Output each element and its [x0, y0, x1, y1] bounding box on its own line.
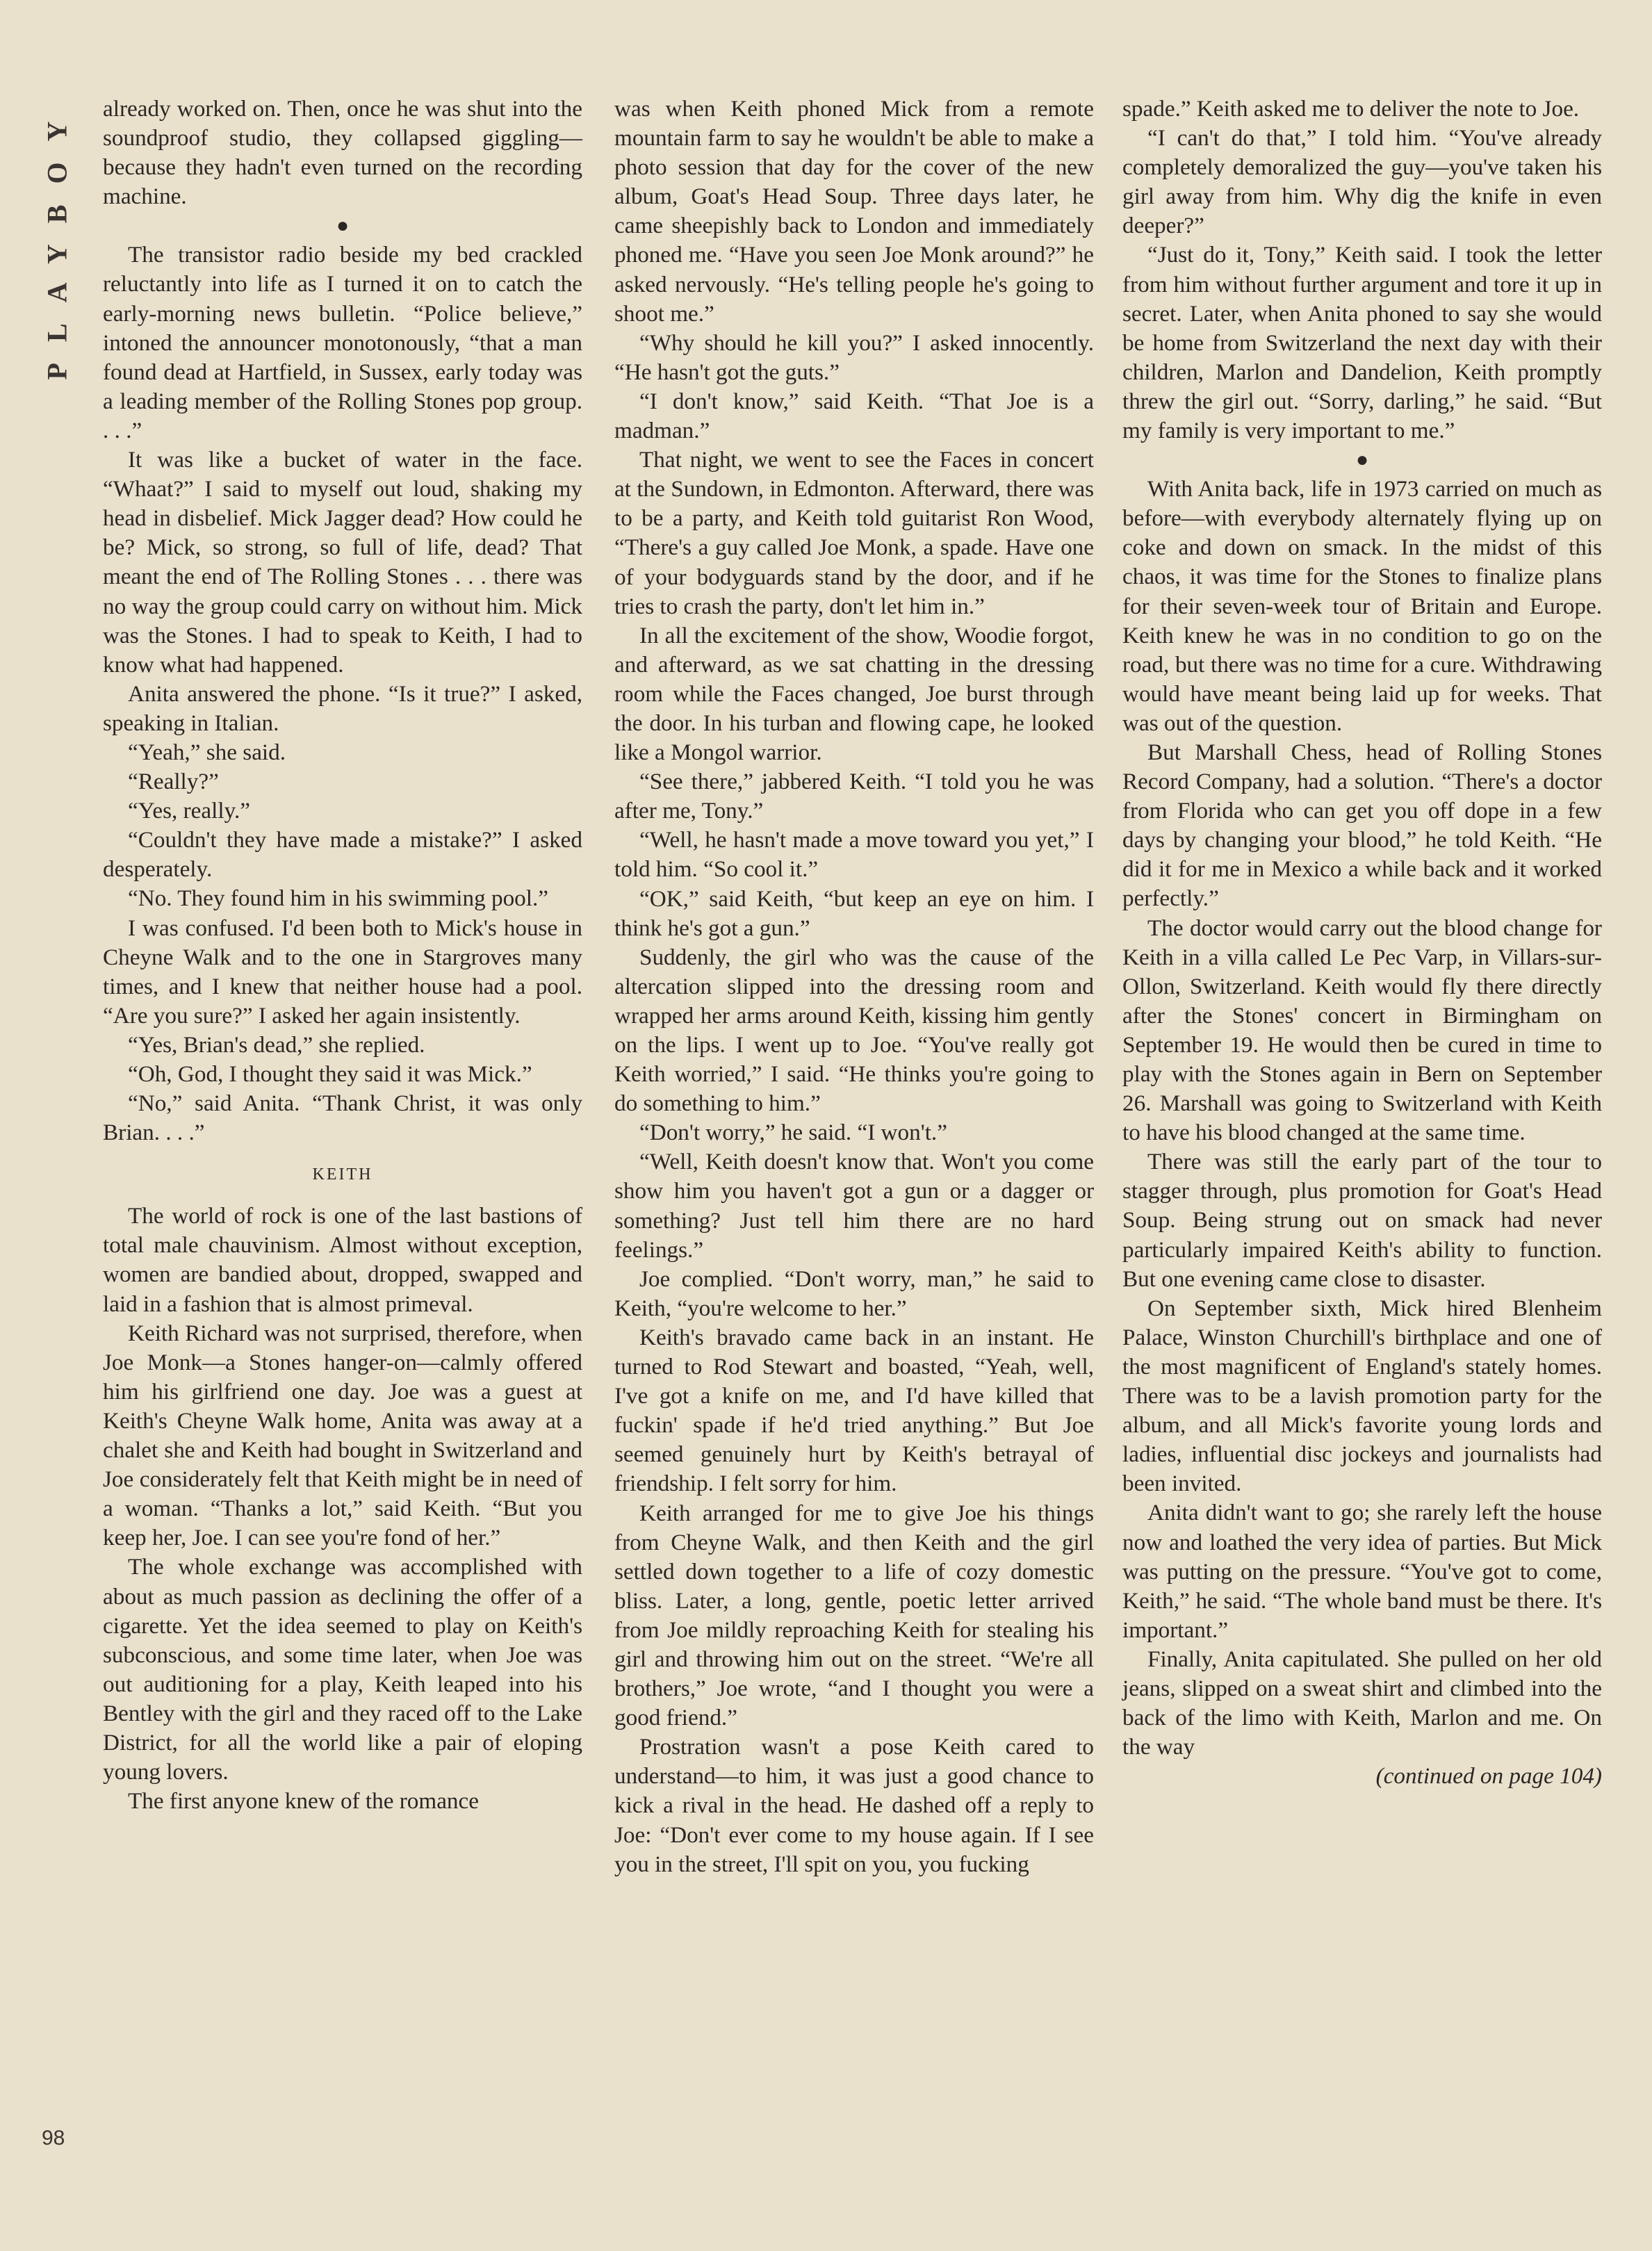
- paragraph: There was still the early part of the tour to stagger through, plus promotion for Goat's Head Soup. Being strung out on smack had never particularly impaired Keith's ability to function. But one evening came close to disaster.: [1122, 1149, 1602, 1292]
- paragraph: In all the excitement of the show, Woodie forgot, and afterward, as we sat chatting in the dressing room while the Faces changed, Joe burst through the door. In his turban and flowing cape, he looked like a Mongol warrior.: [614, 622, 1094, 766]
- paragraph: Anita didn't want to go; she rarely left the house now and loathed the very idea of parties. But Mick was putting on the pressure. “You've got to come, Keith,” he said. “The whole band must be there. It's important.”: [1122, 1500, 1602, 1643]
- paragraph: Keith Richard was not surprised, therefore, when Joe Monk—a Stones hanger-on—calmly offered him his girlfriend one day. Joe was a guest at Keith's Cheyne Walk home, Anita was away at a chalet she and Keith had bought in Switzerland and Joe considerately felt that Keith might be in need of a woman. “Thanks a lot,” said Keith. “But you keep her, Joe. I can see you're fond of her.”: [103, 1320, 582, 1551]
- paragraph: The whole exchange was accomplished with about as much passion as declining the offer of a cigarette. Yet the idea seemed to play on Keith's subconscious, and some time later, when Joe was out auditioning for a play, Keith leaped into his Bentley with the girl and they raced off to the Lake District, for all the world like a pair of eloping young lovers.: [103, 1554, 582, 1785]
- text-column-1: [103, 95, 582, 1816]
- section-heading: KEITH: [312, 1165, 373, 1184]
- section-divider: ●: [1355, 448, 1369, 472]
- paragraph: Anita answered the phone. “Is it true?” I asked, speaking in Italian.: [103, 680, 582, 736]
- paragraph: It was like a bucket of water in the face. “Whaat?” I said to myself out loud, shaking my head in disbelief. Mick Jagger dead? How could he be? Mick, so strong, so full of life, dead? That meant the end of The Rolling Stones . . . there was no way the group could carry on without him. Mick was the Stones. I had to speak to Keith, I had to know what had happened.: [103, 447, 582, 678]
- masthead-text: PLAYBOY: [41, 100, 73, 379]
- masthead: [36, 101, 78, 379]
- paragraph: already worked on. Then, once he was shut into the soundproof studio, they collapsed giggling—because they hadn't even turned on the recording machine.: [103, 96, 582, 210]
- paragraph: On September sixth, Mick hired Blenheim Palace, Winston Churchill's birthplace and one of the most magnificent of England's stately homes. There was to be a lavish promotion party for the album, and all Mick's favorite young lords and ladies, influential disc jockeys and journalists had been invited.: [1122, 1295, 1602, 1497]
- paragraph: “OK,” said Keith, “but keep an eye on him. I think he's got a gun.”: [614, 885, 1094, 941]
- paragraph: “I don't know,” said Keith. “That Joe is a madman.”: [614, 388, 1094, 444]
- paragraph: But Marshall Chess, head of Rolling Stones Record Company, had a solution. “There's a doctor from Florida who can get you off dope in a few days by changing your blood,” he told Keith. “He did it for me in Mexico a while back and it worked perfectly.”: [1122, 739, 1602, 912]
- paragraph: “Yes, really.”: [128, 798, 251, 824]
- paragraph: “No. They found him in his swimming pool.”: [128, 885, 549, 912]
- paragraph: was when Keith phoned Mick from a remote mountain farm to say he wouldn't be able to make a photo session that day for the cover of the new album, Goat's Head Soup. Three days later, he came sheepishly back to London and immediately phoned me. “Have you seen Joe Monk around?” he asked nervously. “He's telling people he's going to shoot me.”: [614, 96, 1094, 327]
- paragraph: “Oh, God, I thought they said it was Mick.”: [128, 1061, 532, 1087]
- paragraph: The first anyone knew of the romance: [128, 1788, 479, 1815]
- paragraph: “Don't worry,” he said. “I won't.”: [639, 1120, 947, 1146]
- continued-note: (continued on page 104): [1375, 1763, 1602, 1790]
- paragraph: “No,” said Anita. “Thank Christ, it was only Brian. . . .”: [103, 1090, 582, 1146]
- paragraph: That night, we went to see the Faces in concert at the Sundown, in Edmonton. Afterward, there was to be a party, and Keith told guitarist Ron Wood, “There's a guy called Joe Monk, a spade. Have one of your bodyguards stand by the door, and if he tries to crash the party, don't let him in.”: [614, 447, 1094, 619]
- paragraph: Finally, Anita capitulated. She pulled on her old jeans, slipped on a sweat shirt and climbed into the back of the limo with Keith, Marlon and me. On the way: [1122, 1646, 1602, 1760]
- text-column-3: [1122, 95, 1602, 1791]
- section-divider: ●: [336, 214, 350, 238]
- paragraph: “Just do it, Tony,” Keith said. I took the letter from him without further argument and tore it up in secret. Later, when Anita phoned to say she would be home from Switzerland the next day with their children, Marlon and Dandelion, Keith promptly threw the girl out. “Sorry, darling,” he said. “But my family is very important to me.”: [1122, 242, 1602, 444]
- paragraph: “Yes, Brian's dead,” she replied.: [128, 1031, 425, 1058]
- paragraph: “Why should he kill you?” I asked innocently. “He hasn't got the guts.”: [614, 329, 1094, 385]
- paragraph: “Really?”: [128, 769, 219, 795]
- paragraph: Keith arranged for me to give Joe his things from Cheyne Walk, and then Keith and the girl settled down together to a life of cozy domestic bliss. Later, a long, gentle, poetic letter arrived from Joe mildly reproaching Keith for stealing his girl and throwing him out on the street. “We're all brothers,” Joe wrote, “and I thought you were a good friend.”: [614, 1500, 1094, 1731]
- paragraph: “See there,” jabbered Keith. “I told you he was after me, Tony.”: [614, 769, 1094, 824]
- paragraph: “Couldn't they have made a mistake?” I asked desperately.: [103, 827, 582, 883]
- paragraph: Keith's bravado came back in an instant. He turned to Rod Stewart and boasted, “Yeah, well, I've got a knife on me, and I'd have killed that fuckin' spade if he'd tried anything.” But Joe seemed genuinely hurt by Keith's betrayal of friendship. I felt sorry for him.: [614, 1324, 1094, 1497]
- paragraph: With Anita back, life in 1973 carried on much as before—with everybody alternately flying up on coke and down on smack. In the midst of this chaos, it was time for the Stones to finalize plans for their seven-week tour of Britain and Europe. Keith knew he was in no condition to go on the road, but there was no time for a cure. Withdrawing would have meant being laid up for weeks. That was out of the question.: [1122, 476, 1602, 736]
- page-number: 98: [42, 2127, 65, 2150]
- paragraph: I was confused. I'd been both to Mick's house in Cheyne Walk and to the one in Stargroves many times, and I knew that neither house had a pool. “Are you sure?” I asked her again insistently.: [103, 915, 582, 1029]
- paragraph: The doctor would carry out the blood change for Keith in a villa called Le Pec Varp, in Villars-sur-Ollon, Switzerland. Keith would fly there directly after the Stones' concert in Birmingham on September 19. He would then be cured in time to play with the Stones again in Bern on September 26. Marshall was going to Switzerland with Keith to have his blood changed at the same time.: [1122, 915, 1602, 1146]
- paragraph: “I can't do that,” I told him. “You've already completely demoralized the guy—you've taken his girl away from him. Why dig the knife in even deeper?”: [1122, 125, 1602, 239]
- paragraph: “Yeah,” she said.: [128, 739, 286, 765]
- paragraph: Suddenly, the girl who was the cause of the altercation slipped into the dressing room and wrapped her arms around Keith, kissing him gently on the lips. I went up to Joe. “You've really got Keith worried,” I said. “He thinks you're going to do something to him.”: [614, 944, 1094, 1117]
- paragraph: The transistor radio beside my bed crackled reluctantly into life as I turned it on to catch the early-morning news bulletin. “Police believe,” intoned the announcer monotonously, “that a man found dead at Hartfield, in Sussex, early today was a leading member of the Rolling Stones pop group. . . .”: [103, 242, 582, 443]
- paragraph: The world of rock is one of the last bastions of total male chauvinism. Almost without exception, women are bandied about, dropped, swapped and laid in a fashion that is almost primeval.: [103, 1203, 582, 1317]
- paragraph: Prostration wasn't a pose Keith cared to understand—to him, it was just a good chance to kick a rival in the head. He dashed off a reply to Joe: “Don't ever come to my house again. If I see you in the street, I'll spit on you, you fucking: [614, 1734, 1094, 1877]
- paragraph: Joe complied. “Don't worry, man,” he said to Keith, “you're welcome to her.”: [614, 1266, 1094, 1321]
- text-column-2: [614, 95, 1094, 1879]
- paragraph: “Well, he hasn't made a move toward you yet,” I told him. “So cool it.”: [614, 827, 1094, 883]
- paragraph: “Well, Keith doesn't know that. Won't you come show him you haven't got a gun or a dagger or something? Just tell him there are no hard feelings.”: [614, 1149, 1094, 1263]
- paragraph: spade.” Keith asked me to deliver the note to Joe.: [1122, 96, 1580, 122]
